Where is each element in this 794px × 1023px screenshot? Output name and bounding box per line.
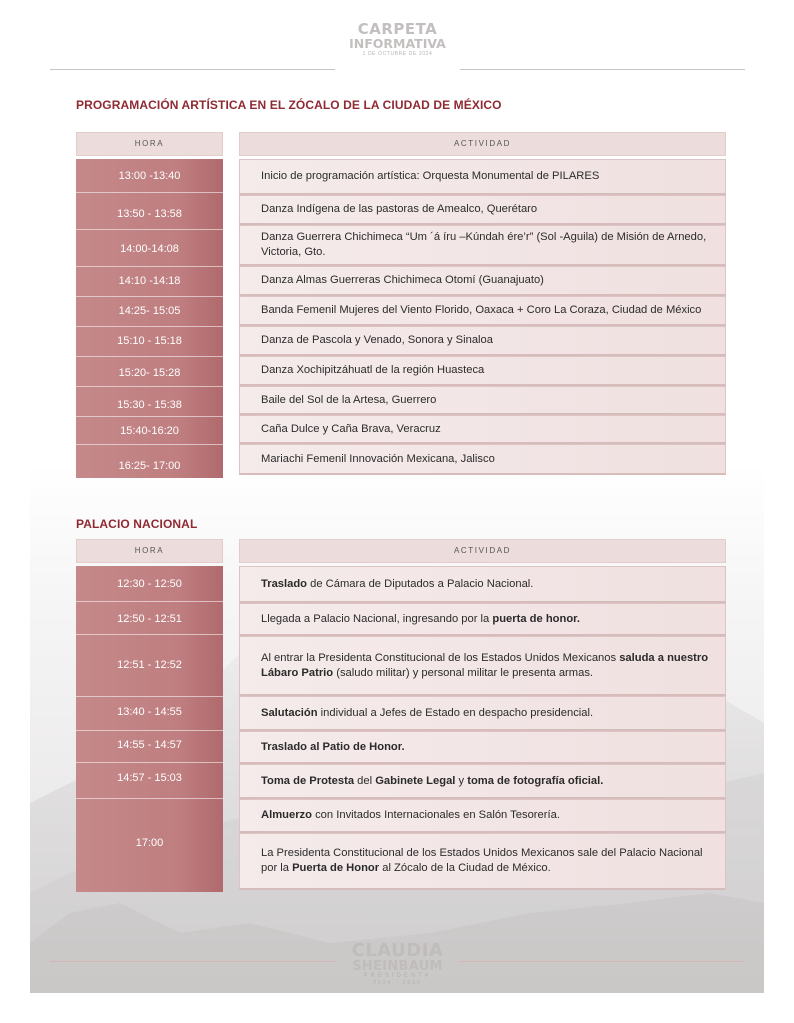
time-cell: 14:00-14:08: [76, 230, 223, 267]
text: individual a Jefes de Estado en despacho presidencial.: [317, 706, 594, 719]
time-cell: 14:57 - 15:03: [76, 763, 223, 799]
palacio-schedule-table: [76, 539, 726, 892]
bold-text: Salutación: [261, 706, 318, 719]
text: de Cámara de Diputados a Palacio Nacional.: [307, 577, 534, 590]
logo-line4: 2024 - 2030: [373, 980, 422, 986]
column-header-hora: HORA: [76, 539, 223, 563]
activity-cell: [239, 566, 726, 603]
zocalo-schedule-table: [76, 132, 726, 478]
text: La Presidenta Constitucional de los Estados Unidos Mexicanos sale del Palacio Nacional por la: [261, 847, 703, 874]
activity-cell: Banda Femenil Mujeres del Viento Florido, Oaxaca + Coro La Coraza, Ciudad de México: [239, 296, 726, 326]
activity-cell: Danza de Pascola y Venado, Sonora y Sinaloa: [239, 326, 726, 356]
header-divider-left: [50, 69, 335, 70]
logo-line3: PRESIDENTA: [363, 973, 432, 979]
activity-cell: Baile del Sol de la Artesa, Guerrero: [239, 386, 726, 415]
activity-cell: [239, 764, 726, 799]
text: Llegada a Palacio Nacional, ingresando por la: [261, 612, 493, 625]
time-cell: 14:25- 15:05: [76, 297, 223, 327]
time-cell: 15:30 - 15:38: [76, 387, 223, 417]
time-cell: 12:51 - 12:52: [76, 635, 223, 697]
activity-cell: Danza Almas Guerreras Chichimeca Otomí (Guanajuato): [239, 266, 726, 296]
bold-text: toma de fotografía oficial.: [467, 774, 604, 787]
time-cell: 12:30 - 12:50: [76, 566, 223, 602]
activity-cell: [239, 833, 726, 890]
bold-text: Toma de Protesta: [261, 774, 355, 787]
text: (saludo militar) y personal militar le presenta armas.: [333, 666, 594, 679]
activity-cell: [239, 636, 726, 696]
activity-cell: [239, 696, 726, 731]
footer-divider-right: [460, 961, 745, 962]
text: y: [455, 774, 468, 787]
bold-text: puerta de honor.: [492, 612, 581, 625]
column-header-actividad: ACTIVIDAD: [239, 539, 726, 563]
time-column: [76, 566, 223, 892]
activity-cell: Inicio de programación artística: Orquesta Monumental de PILARES: [239, 159, 726, 195]
logo-line1: CLAUDIA: [351, 940, 444, 961]
time-cell: 13:40 - 14:55: [76, 697, 223, 731]
activity-cell: [239, 799, 726, 833]
text: del: [354, 774, 376, 787]
time-cell: 15:10 - 15:18: [76, 327, 223, 357]
bold-text: Traslado al Patio de Honor.: [261, 740, 405, 753]
logo-date: 1 DE OCTUBRE DE 2024: [362, 51, 433, 57]
time-cell: 17:00: [135, 837, 164, 849]
time-cell: 14:55 - 14:57: [76, 731, 223, 763]
column-header-hora: HORA: [76, 132, 223, 156]
bold-text: Traslado: [261, 577, 308, 590]
logo-line2: SHEINBAUM: [352, 959, 443, 974]
logo-line2: INFORMATIVA: [349, 36, 446, 51]
activity-cell: Mariachi Femenil Innovación Mexicana, Jalisco: [239, 444, 726, 475]
time-cell: 12:50 - 12:51: [76, 602, 223, 635]
bold-text: Almuerzo: [261, 809, 312, 821]
logo-line1: CARPETA: [357, 20, 438, 38]
carpeta-informativa-logo: [335, 22, 460, 57]
column-header-actividad: ACTIVIDAD: [239, 132, 726, 156]
bold-text: Gabinete Legal: [375, 774, 456, 787]
time-cell: 13:00 -13:40: [76, 159, 223, 193]
time-cell: 16:25- 17:00: [118, 460, 181, 472]
time-cell: 14:10 -14:18: [76, 267, 223, 297]
activity-cell: [239, 731, 726, 764]
section-title-zocalo: PROGRAMACIÓN ARTÍSTICA EN EL ZÓCALO DE LA CIUDAD DE MÉXICO: [76, 98, 502, 112]
header-divider-right: [460, 69, 745, 70]
time-cell: 13:50 - 13:58: [76, 193, 223, 230]
text: al Zócalo de la Ciudad de México.: [379, 862, 551, 874]
activity-cell: Danza Guerrera Chichimeca “Um ´á íru –Kúndah ére’r” (Sol -Aguila) de Misión de Arnedo, Victoria, Gto.: [239, 225, 726, 266]
bold-text: Puerta de Honor: [292, 862, 380, 874]
claudia-sheinbaum-logo: [335, 942, 460, 986]
text: Al entrar la Presidenta Constitucional de los Estados Unidos Mexicanos: [261, 651, 620, 664]
activity-cell: Danza Indígena de las pastoras de Amealco, Querétaro: [239, 195, 726, 225]
footer-divider-left: [50, 961, 335, 962]
activity-cell: [239, 603, 726, 636]
time-column: [76, 159, 223, 478]
time-cell: 15:20- 15:28: [76, 357, 223, 387]
text: con Invitados Internacionales en Salón Tesorería.: [311, 809, 560, 821]
document-page: [30, 20, 764, 993]
time-cell: 15:40-16:20: [76, 417, 223, 445]
section-title-palacio: PALACIO NACIONAL: [76, 517, 198, 531]
bold-text: saluda a nuestro Lábaro Patrio: [261, 651, 709, 679]
activity-cell: Caña Dulce y Caña Brava, Veracruz: [239, 415, 726, 444]
activity-cell: Danza Xochipitzáhuatl de la región Huasteca: [239, 356, 726, 386]
